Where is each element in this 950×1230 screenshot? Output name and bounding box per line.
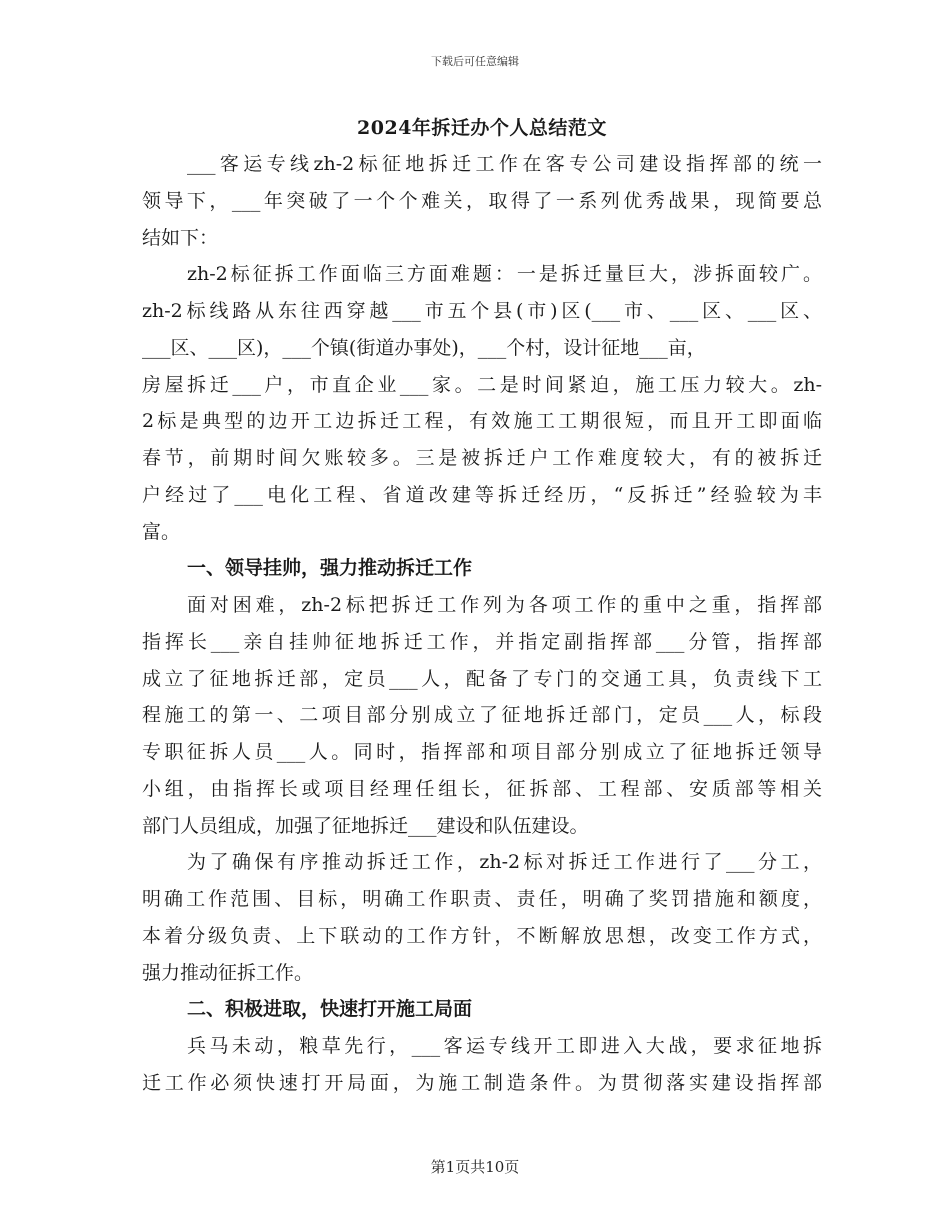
page-number: 第1页共10页 <box>430 1158 520 1176</box>
text-line: 本着分级负责、上下联动的工作方针，不断解放思想，改变工作方式， <box>142 924 822 947</box>
text-line: 为了确保有序推动拆迁工作，zh-2标对拆迁工作进行了___分工， <box>187 851 822 874</box>
text-line: 明确工作范围、目标，明确工作职责、责任，明确了奖罚措施和额度， <box>142 888 822 910</box>
text-line: 指挥长___亲自挂帅征地拆迁工作，并指定副指挥部___分管，指挥部 <box>142 630 822 653</box>
text-line: 专职征拆人员___人。同时，指挥部和项目部分别成立了征地拆迁领导 <box>142 741 822 763</box>
text-line: 部门人员组成，加强了征地拆迁___建设和队伍建设。 <box>142 814 589 837</box>
text-line: zh-2标征拆工作面临三方面难题：一是拆迁量巨大，涉拆面较广。 <box>187 263 822 286</box>
text-line: 房屋拆迁___户，市直企业___家。二是时间紧迫，施工压力较大。zh- <box>142 373 822 396</box>
text-line: 面对困难，zh-2标把拆迁工作列为各项工作的重中之重，指挥部 <box>187 594 822 616</box>
text-line: 强力推动征拆工作。 <box>142 961 314 984</box>
text-line: 兵马未动，粮草先行，___客运专线开工即进入大战，要求征地拆 <box>187 1035 822 1057</box>
text-line: zh-2标线路从东往西穿越___市五个县(市)区(___市、___区、___区、 <box>142 300 822 322</box>
section-heading: 一、领导挂帅，强力推动拆迁工作 <box>187 557 473 580</box>
document-text <box>142 146 822 1102</box>
document-body <box>142 110 822 1102</box>
text-line: 程施工的第一、二项目部分别成立了征地拆迁部门，定员___人，标段 <box>142 704 822 727</box>
text-line: ___区、___区)，___个镇(街道办事处)，___个村，设计征地___亩， <box>142 336 706 359</box>
section-heading: 二、积极进取，快速打开施工局面 <box>187 998 473 1021</box>
text-line: 成立了征地拆迁部，定员___人，配备了专门的交通工具，负责线下工 <box>142 667 822 690</box>
text-line: 结如下： <box>142 226 219 249</box>
page-header-note: 下载后可任意编辑 <box>431 55 519 68</box>
text-line: 迁工作必须快速打开局面，为施工制造条件。为贯彻落实建设指挥部 <box>142 1071 822 1094</box>
text-line: 2标是典型的边开工边拆迁工程，有效施工工期很短，而且开工即面临 <box>142 410 822 433</box>
text-line: 小组，由指挥长或项目经理任组长，征拆部、工程部、安质部等相关 <box>142 777 822 800</box>
text-line: 领导下，___年突破了一个个难关，取得了一系列优秀战果，现简要总 <box>142 189 822 212</box>
text-line: 富。 <box>142 520 181 543</box>
document-title: 2024年拆迁办个人总结范文 <box>357 117 607 139</box>
text-line: 春节，前期时间欠账较多。三是被拆迁户工作难度较大，有的被拆迁 <box>142 447 822 469</box>
text-line: 户经过了___电化工程、省道改建等拆迁经历，“反拆迁”经验较为丰 <box>142 483 822 506</box>
text-line: ___客运专线zh-2标征地拆迁工作在客专公司建设指挥部的统一 <box>187 153 822 175</box>
